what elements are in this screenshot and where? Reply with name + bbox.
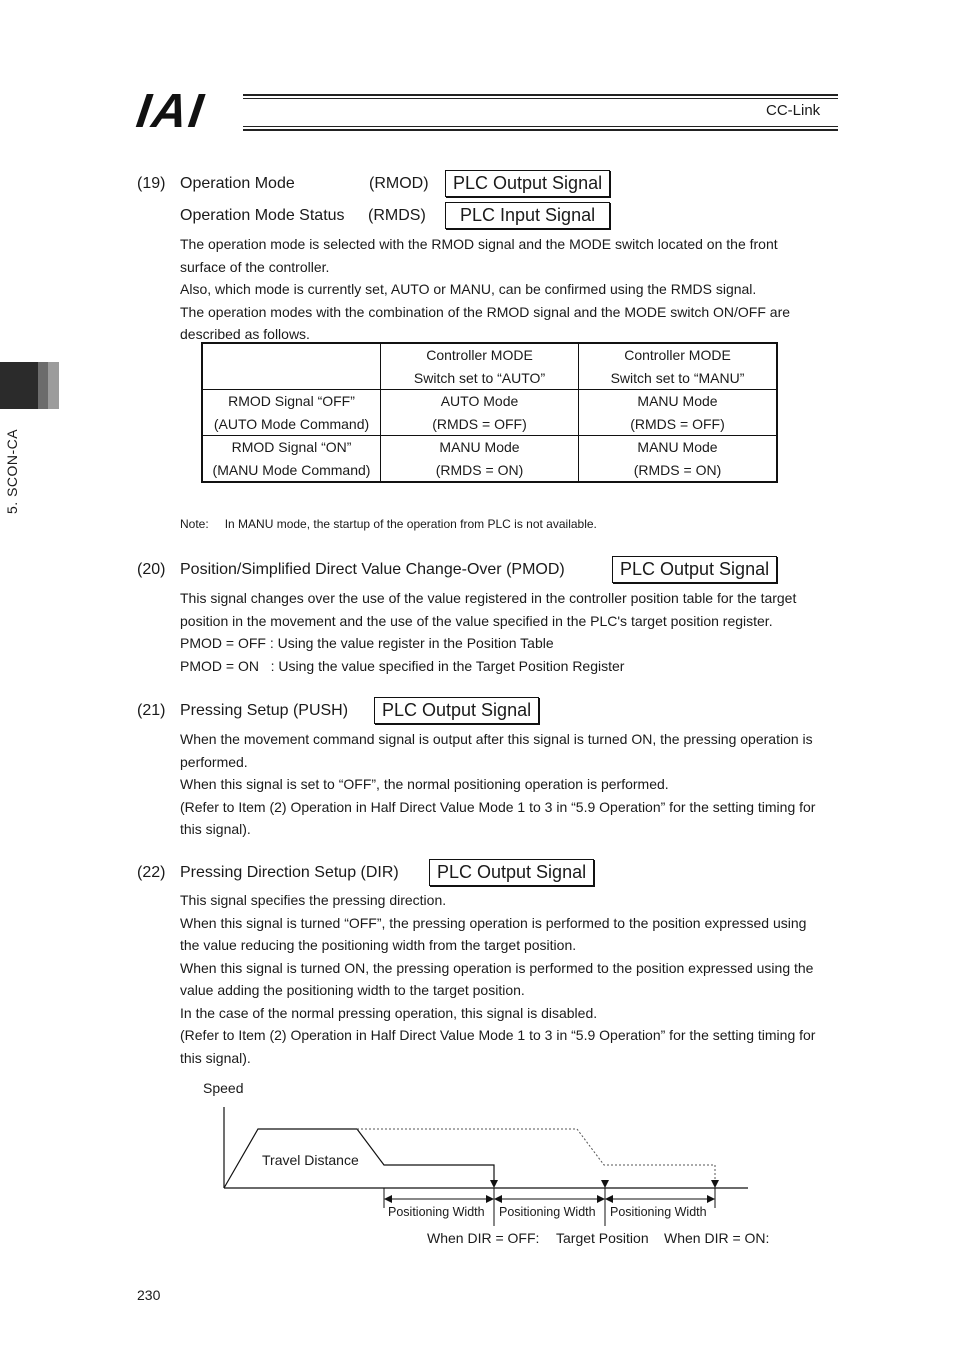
item21-paragraph — [180, 728, 840, 841]
text-line: surface of the controller. — [180, 258, 330, 275]
item19-number: (19) — [137, 175, 166, 192]
text-line: value adding the positioning width to the target position. — [180, 982, 525, 998]
item21-title: Pressing Setup (PUSH) — [180, 702, 349, 719]
text-line: The operation mode is selected with the RMOD signal and the MODE switch located on the front — [180, 236, 778, 252]
text-line: This signal changes over the use of the value registered in the controller position table for the target — [180, 590, 797, 606]
note — [180, 517, 597, 531]
chapter-tab — [0, 362, 38, 409]
item21-number: (21) — [137, 702, 166, 719]
item21-output-badge: PLC Output Signal — [374, 697, 539, 724]
page-number: 230 — [137, 1287, 161, 1303]
text-line: When the movement command signal is output after this signal is turned ON, the pressing operation is — [180, 731, 813, 747]
chapter-tab-shade-light — [48, 362, 59, 409]
header-section-label: CC-Link — [766, 102, 821, 119]
item19-title: Operation Mode — [180, 175, 295, 192]
item20-output-badge: PLC Output Signal — [612, 556, 777, 583]
table-corner-cell — [202, 343, 381, 390]
text-line: (Refer to Item (2) Operation in Half Direct Value Mode 1 to 3 in “5.9 Operation” for the setting timing for — [180, 1027, 816, 1043]
iai-logo: IAI — [133, 85, 209, 138]
text-line: Also, which mode is currently set, AUTO or MANU, can be confirmed using the RMDS signal. — [180, 281, 757, 297]
text-line: this signal). — [180, 1049, 251, 1066]
text-line: When this signal is turned “OFF”, the pressing operation is performed to the position expressed using — [180, 914, 807, 931]
text-line: position in the movement and the use of the value specified in the PLC's target position register. — [180, 612, 773, 629]
target-arrow — [601, 1180, 609, 1188]
diagram-width-label-1: Positioning Width — [388, 1205, 485, 1219]
item19-input-badge: PLC Input Signal — [445, 202, 610, 229]
item20-paragraph — [180, 587, 840, 677]
item19-status-abbr: (RMDS) — [368, 207, 426, 224]
diagram-dir-off-label: When DIR = OFF: — [427, 1230, 540, 1246]
item22-title: Pressing Direction Setup (DIR) — [180, 864, 399, 881]
text-line: (Refer to Item (2) Operation in Half Direct Value Mode 1 to 3 in “5.9 Operation” for the setting timing for — [180, 798, 816, 815]
item22-number: (22) — [137, 864, 166, 881]
header-rule-lower — [243, 126, 838, 127]
note-text: In MANU mode, the startup of the operation from PLC is not available. — [224, 517, 597, 531]
table-cell: RMOD Signal “ON” (MANU Mode Command) — [202, 436, 381, 483]
item20-number: (20) — [137, 561, 166, 578]
table-cell: AUTO Mode (RMDS = OFF) — [381, 390, 579, 436]
operation-mode-table — [201, 342, 778, 483]
item20-title: Position/Simplified Direct Value Change-Over (PMOD) — [180, 561, 565, 578]
chapter-label: 5. SCON-CA — [4, 428, 20, 514]
table-header-cell: Controller MODE Switch set to “MANU” — [579, 343, 778, 390]
text-line: this signal). — [180, 821, 251, 837]
text-line: PMOD = OFF : Using the value register in the Position Table — [180, 635, 554, 651]
table-cell: MANU Mode (RMDS = ON) — [579, 436, 778, 483]
text-line: described as follows. — [180, 326, 310, 342]
text-line: performed. — [180, 753, 248, 770]
diagram-width-label-2: Positioning Width — [499, 1205, 596, 1219]
table-cell: MANU Mode (RMDS = ON) — [381, 436, 579, 483]
text-line: In the case of the normal pressing operation, this signal is disabled. — [180, 1004, 598, 1021]
chapter-tab-shade — [38, 362, 48, 409]
diagram-travel-label: Travel Distance — [262, 1152, 359, 1168]
header-rule-bottom — [243, 129, 838, 131]
table-header-row — [202, 343, 777, 390]
text-line: The operation modes with the combination of the RMOD signal and the MODE switch ON/OFF are — [180, 303, 791, 320]
header-rule-top — [243, 94, 838, 96]
text-line: When this signal is turned ON, the pressing operation is performed to the position expressed using the — [180, 959, 814, 976]
table-cell: MANU Mode (RMDS = OFF) — [579, 390, 778, 436]
table-cell: RMOD Signal “OFF” (AUTO Mode Command) — [202, 390, 381, 436]
text-line: This signal specifies the pressing direction. — [180, 892, 447, 908]
table-row — [202, 390, 777, 436]
diagram-target-label: Target Position — [556, 1230, 649, 1246]
item19-paragraph — [180, 233, 840, 346]
diagram-speed-label: Speed — [203, 1080, 244, 1096]
note-label: Note: — [180, 517, 209, 531]
text-line: PMOD = ON : Using the value specified in the Target Position Register — [180, 657, 625, 674]
dir-off-arrow — [490, 1180, 498, 1188]
table-header-cell: Controller MODE Switch set to “AUTO” — [381, 343, 579, 390]
item19-abbr: (RMOD) — [369, 175, 429, 192]
text-line: When this signal is set to “OFF”, the normal positioning operation is performed. — [180, 776, 669, 792]
diagram-dir-on-label: When DIR = ON: — [664, 1230, 770, 1246]
item22-paragraph — [180, 889, 840, 1069]
text-line: the value reducing the positioning width from the target position. — [180, 937, 577, 953]
diagram-width-label-3: Positioning Width — [610, 1205, 707, 1219]
header-rule-upper — [243, 98, 838, 99]
item19-output-badge: PLC Output Signal — [445, 170, 610, 197]
item22-output-badge: PLC Output Signal — [429, 859, 594, 886]
item19-status-title: Operation Mode Status — [180, 207, 345, 224]
dir-on-arrow — [711, 1180, 719, 1188]
speed-profile-dir-on — [357, 1129, 715, 1181]
table-row — [202, 436, 777, 483]
